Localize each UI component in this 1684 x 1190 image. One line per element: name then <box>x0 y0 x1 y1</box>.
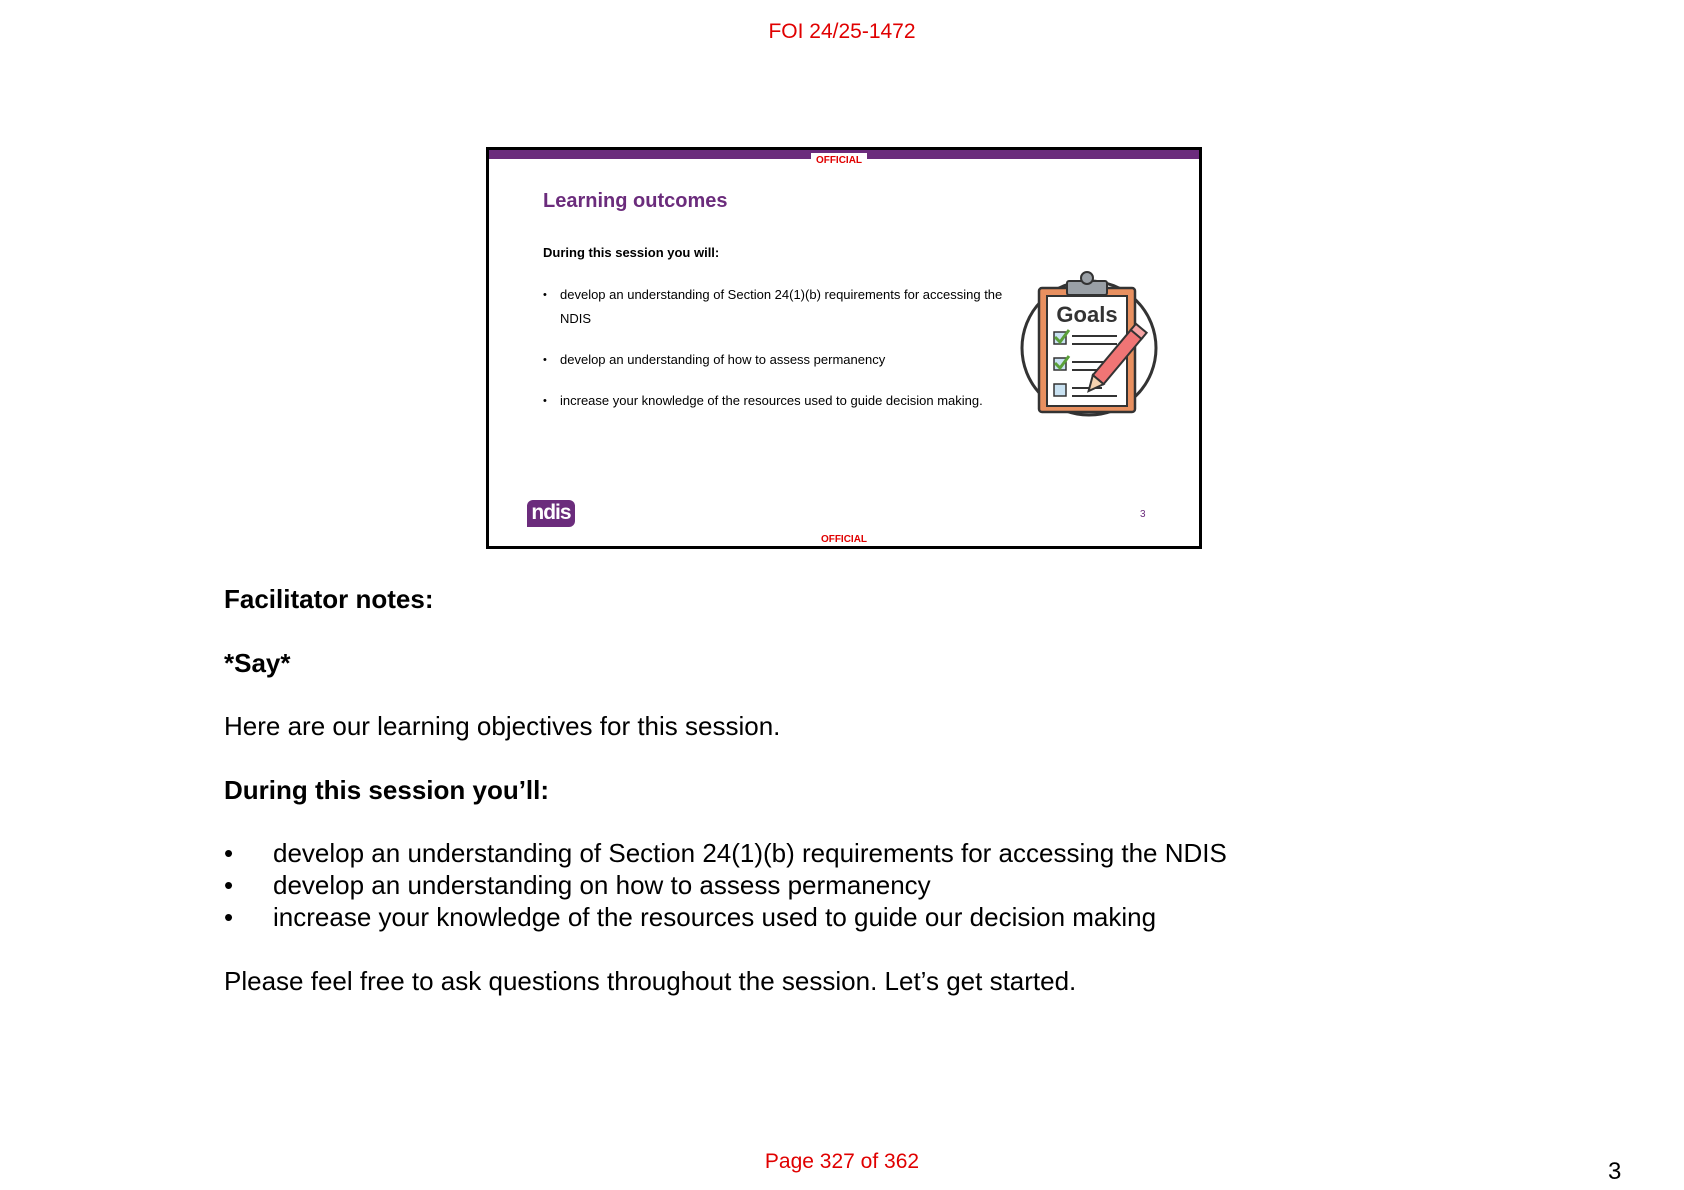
slide-classification-bottom: OFFICIAL <box>820 534 868 545</box>
say-instruction: *Say* <box>224 648 291 678</box>
slide-bullet: • develop an understanding of how to assess permanency <box>543 348 1003 372</box>
notes-intro: Here are our learning objectives for this session. <box>224 711 781 741</box>
slide-bullet: • develop an understanding of Section 24(1)(b) requirements for accessing the NDIS <box>543 283 1003 331</box>
notes-bullet: • develop an understanding on how to assess permanency <box>224 869 1524 901</box>
page-number: 3 <box>1608 1158 1622 1185</box>
slide-classification-top: OFFICIAL <box>811 153 867 167</box>
slide-intro: During this session you will: <box>543 245 720 260</box>
foi-reference: FOI 24/25-1472 <box>768 20 916 43</box>
ndis-logo: ndis <box>527 500 575 527</box>
notes-bullet-list <box>224 837 1524 933</box>
goals-clipboard-icon <box>1017 270 1161 422</box>
notes-bullet: • develop an understanding of Section 24(1)(b) requirements for accessing the NDIS <box>224 837 1524 869</box>
during-session-heading: During this session you’ll: <box>224 775 550 805</box>
slide-title: Learning outcomes <box>543 190 728 212</box>
slide-bullet: • increase your knowledge of the resources used to guide decision making. <box>543 389 1003 413</box>
slide-number: 3 <box>1140 509 1146 520</box>
goals-label: Goals <box>1056 302 1118 327</box>
slide-thumbnail <box>486 147 1202 549</box>
slide-bullet-list <box>543 283 1003 430</box>
notes-closing: Please feel free to ask questions throughout the session. Let’s get started. <box>224 966 1077 996</box>
facilitator-notes-heading: Facilitator notes: <box>224 584 434 614</box>
notes-bullet: • increase your knowledge of the resources used to guide our decision making <box>224 901 1524 933</box>
page-label: Page 327 of 362 <box>764 1150 920 1173</box>
